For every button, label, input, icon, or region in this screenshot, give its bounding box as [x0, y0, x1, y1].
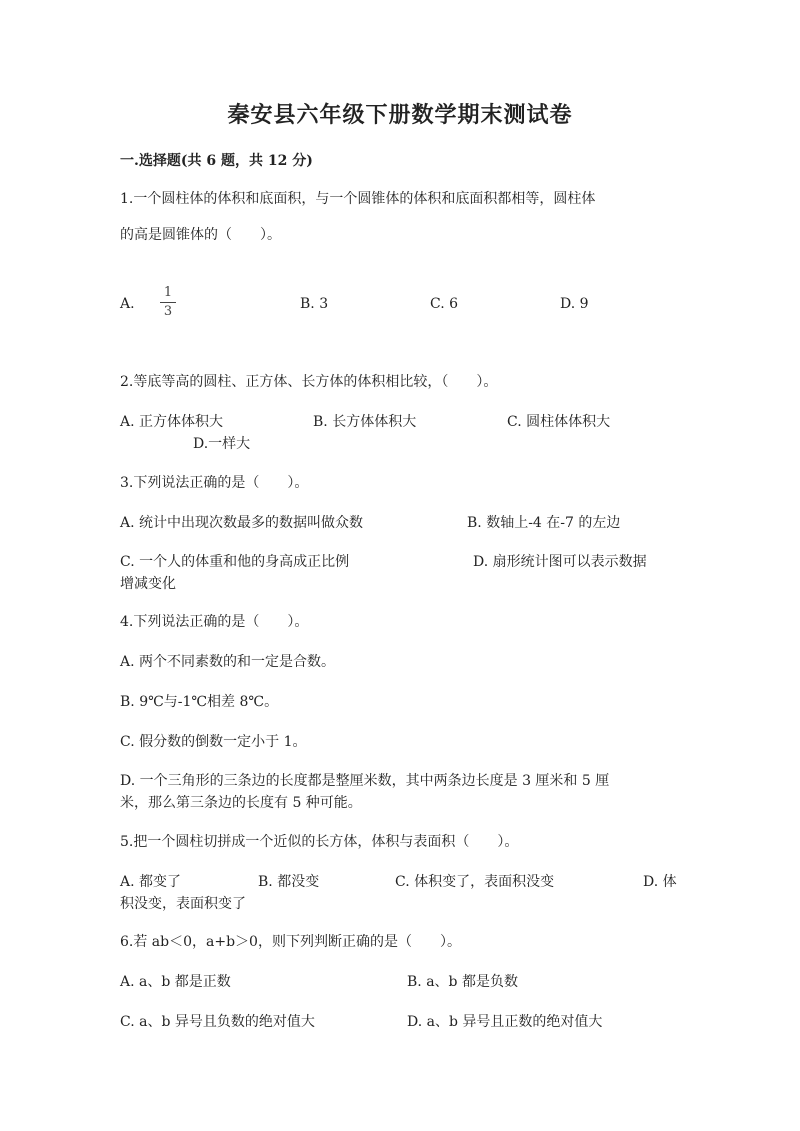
- q5-stem: 5.把一个圆柱切拼成一个近似的长方体，体积与表面积（ ）。: [120, 834, 519, 850]
- q1-option-a-fraction: [160, 286, 176, 319]
- q5-option-c: C. 体积变了，表面积没变: [395, 874, 555, 890]
- fraction-numerator: 1: [163, 285, 173, 300]
- q2-option-b: B. 长方体体积大: [313, 414, 417, 430]
- q4-option-c: C. 假分数的倒数一定小于 1。: [120, 734, 307, 750]
- q6-option-d: D. a、b 异号且正数的绝对值大: [407, 1014, 603, 1030]
- q6-option-a: A. a、b 都是正数: [120, 974, 231, 990]
- q2-stem: 2.等底等高的圆柱、正方体、长方体的体积相比较，（ ）。: [120, 374, 498, 390]
- q2-option-c: C. 圆柱体体积大: [507, 414, 611, 430]
- fraction-denominator: 3: [163, 304, 173, 319]
- q4-option-a: A. 两个不同素数的和一定是合数。: [120, 654, 336, 670]
- q3-stem: 3.下列说法正确的是（ ）。: [120, 475, 309, 491]
- q5-option-b: B. 都没变: [258, 874, 320, 890]
- q3-option-a: A. 统计中出现次数最多的数据叫做众数: [120, 515, 364, 531]
- q6-option-c: C. a、b 异号且负数的绝对值大: [120, 1014, 315, 1030]
- q3-option-d-continued: 增减变化: [120, 576, 176, 592]
- q4-option-b: B. 9℃与-1℃相差 8℃。: [120, 694, 279, 710]
- q2-option-d: D.一样大: [193, 436, 251, 452]
- q5-option-d: D. 体: [643, 874, 677, 890]
- q3-option-d: D. 扇形统计图可以表示数据: [473, 554, 647, 570]
- q1-option-c: C. 6: [430, 296, 459, 312]
- q1-stem-line1: 1.一个圆柱体的体积和底面积，与一个圆锥体的体积和底面积都相等，圆柱体: [120, 191, 596, 207]
- section-heading: 一.选择题(共 6 题，共 12 分): [120, 153, 313, 169]
- fraction-bar: [160, 302, 176, 303]
- q3-option-c: C. 一个人的体重和他的身高成正比例: [120, 554, 350, 570]
- q1-option-a-label: A.: [120, 296, 135, 312]
- q5-option-d-continued: 积没变，表面积变了: [120, 896, 246, 912]
- q6-stem: 6.若 ab＜0，a+b＞0，则下列判断正确的是（ ）。: [120, 934, 461, 950]
- q6-option-b: B. a、b 都是负数: [407, 974, 518, 990]
- q4-stem: 4.下列说法正确的是（ ）。: [120, 614, 309, 630]
- exam-title: 秦安县六年级下册数学期末测试卷: [227, 102, 573, 128]
- q5-option-a: A. 都变了: [120, 874, 182, 890]
- q3-option-b: B. 数轴上-4 在-7 的左边: [467, 515, 621, 531]
- q4-option-d: D. 一个三角形的三条边的长度都是整厘米数，其中两条边长度是 3 厘米和 5 厘: [120, 773, 610, 789]
- q1-stem-line2: 的高是圆锥体的（ ）。: [120, 227, 281, 243]
- q2-option-a: A. 正方体体积大: [120, 414, 224, 430]
- q1-option-b: B. 3: [300, 296, 329, 312]
- q4-option-d-continued: 米，那么第三条边的长度有 5 种可能。: [120, 795, 362, 811]
- q1-option-d: D. 9: [560, 296, 589, 312]
